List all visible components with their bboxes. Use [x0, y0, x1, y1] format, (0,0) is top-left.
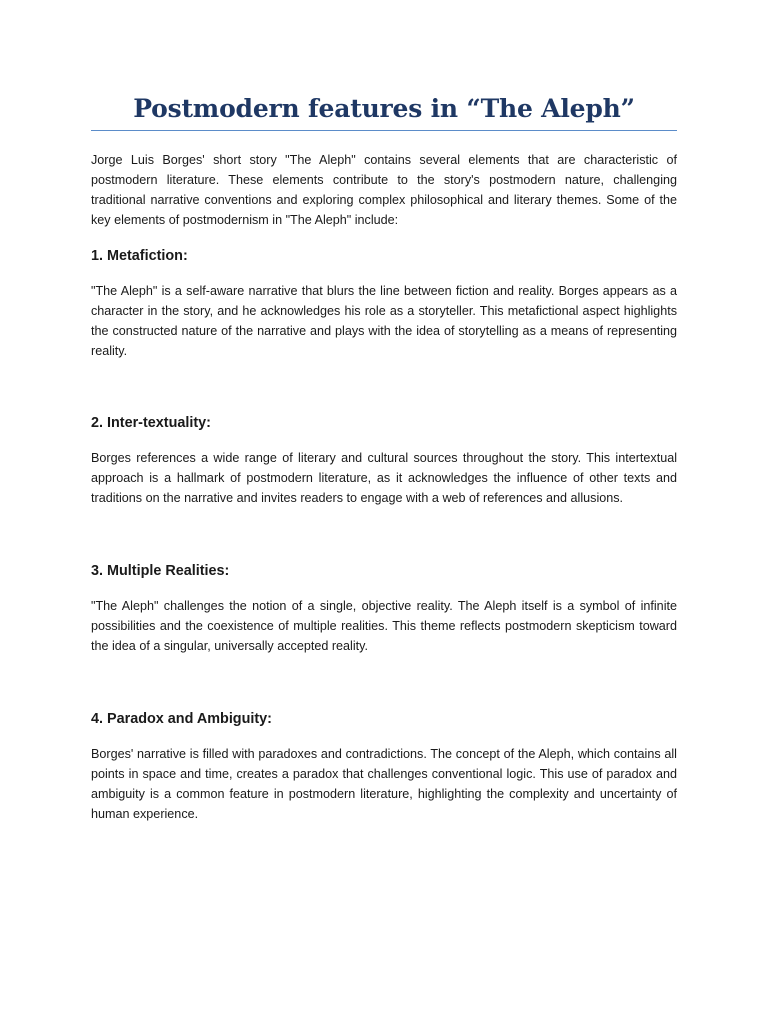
section-inter-textuality — [91, 413, 677, 508]
section-heading: 1. Metafiction: — [91, 248, 188, 264]
title-divider — [91, 130, 677, 131]
section-multiple-realities — [91, 561, 677, 656]
section-paradox-ambiguity — [91, 709, 677, 824]
section-body: Borges' narrative is filled with paradoxes and contradictions. The concept of the Aleph, which contains all points in space and time, creates a paradox that challenges conventional logic. This use of paradox and ambiguity is a common feature in postmodern literature, highlighting the complexity and uncertainty of human experience. — [91, 747, 677, 821]
section-metafiction — [91, 246, 677, 361]
page-title: Postmodern features in “The Aleph” — [133, 94, 635, 123]
section-heading: 3. Multiple Realities: — [91, 563, 230, 579]
section-body: Borges references a wide range of literary and cultural sources throughout the story. This intertextual approach is a hallmark of postmodern literature, as it acknowledges the influence of other texts and traditions on the narrative and invites readers to engage with a web of references and allusions. — [91, 451, 677, 505]
section-body: "The Aleph" is a self-aware narrative that blurs the line between fiction and reality. Borges appears as a character in the story, and he acknowledges his role as a storyteller. This metafictional aspect highlights the constructed nature of the narrative and plays with the idea of storytelling as a means of representing reality. — [91, 284, 677, 358]
section-heading: 2. Inter-textuality: — [91, 415, 211, 431]
intro-paragraph: Jorge Luis Borges' short story "The Aleph" contains several elements that are characteristic of postmodern literature. These elements contribute to the story's postmodern nature, challenging traditional narrative conventions and exploring complex philosophical and literary themes. Some of the key elements of postmodernism in "The Aleph" include: — [91, 153, 677, 227]
section-heading: 4. Paradox and Ambiguity: — [91, 711, 272, 727]
section-body: "The Aleph" challenges the notion of a single, objective reality. The Aleph itself is a symbol of infinite possibilities and the coexistence of multiple realities. This theme reflects postmodern skepticism toward the idea of a singular, universally accepted reality. — [91, 599, 677, 653]
